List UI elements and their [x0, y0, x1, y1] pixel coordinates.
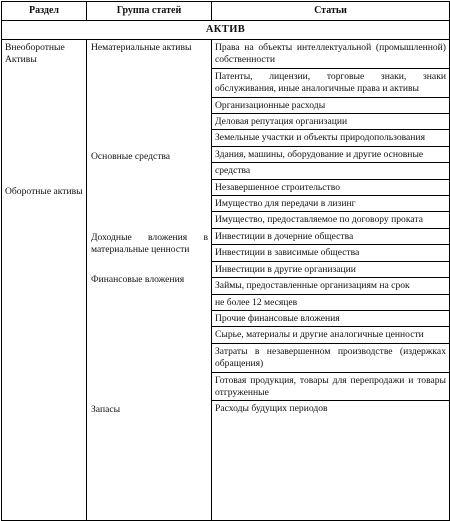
statya: Прочие финансовые вложения [212, 311, 449, 327]
statya: Инвестиции в дочерние общества [212, 229, 449, 245]
statya: Инвестиции в зависимые общества [212, 245, 449, 261]
statya: Затраты в незавершенном производстве (издержках обращения) [212, 344, 449, 373]
gruppa-finansovye: Финансовые вложения [91, 274, 185, 285]
statya: Организационные расходы [212, 98, 449, 114]
statya: Имущество, предоставляемое по договору проката [212, 212, 449, 228]
gruppa-zapasy: Запасы [91, 404, 121, 415]
statya: Имущество для передачи в лизинг [212, 196, 449, 212]
statya: Готовая продукция, товары для перепродажи и товары отгруженные [212, 373, 449, 402]
header-gruppa: Группа статей [87, 2, 212, 21]
header-stati: Статьи [212, 2, 450, 21]
statya: средства [212, 163, 449, 179]
statya: Расходы будущих периодов [215, 403, 328, 415]
body-row [2, 40, 450, 521]
gruppa-column [87, 40, 212, 521]
statya: Земельные участки и объекты природопользования [212, 130, 449, 146]
statya: Патенты, лицензии, торговые знаки, знаки обслуживания, иные аналогичные права и активы [212, 69, 449, 98]
balance-table [1, 1, 450, 521]
gruppa-dokhodnye: Доходные вложения в материальные ценности [91, 232, 208, 256]
razdel-column [2, 40, 87, 521]
gruppa-nematerialnye: Нематериальные активы [91, 42, 192, 53]
stati-column [212, 40, 450, 521]
statya: Деловая репутация организации [212, 114, 449, 130]
statya: Незавершенное строительство [212, 180, 449, 196]
section-title: АКТИВ [2, 21, 450, 40]
section-row [2, 21, 450, 40]
statya: Займы, предоставленные организациям на срок [212, 278, 449, 294]
statya: Права на объекты интеллектуальной (промышленной) собственности [212, 40, 449, 69]
statya: Сырье, материалы и другие аналогичные ценности [212, 327, 449, 343]
header-row [2, 2, 450, 21]
statya: Инвестиции в другие организации [212, 262, 449, 278]
statya: не более 12 месяцев [212, 295, 449, 311]
statya: Здания, машины, оборудование и другие основные [212, 147, 449, 163]
razdel-vneoborotnye: Внеоборотные Активы [5, 42, 65, 66]
gruppa-osnovnye: Основные средства [91, 151, 171, 162]
header-razdel: Раздел [2, 2, 87, 21]
razdel-oborotnye: Оборотные активы [5, 186, 83, 197]
